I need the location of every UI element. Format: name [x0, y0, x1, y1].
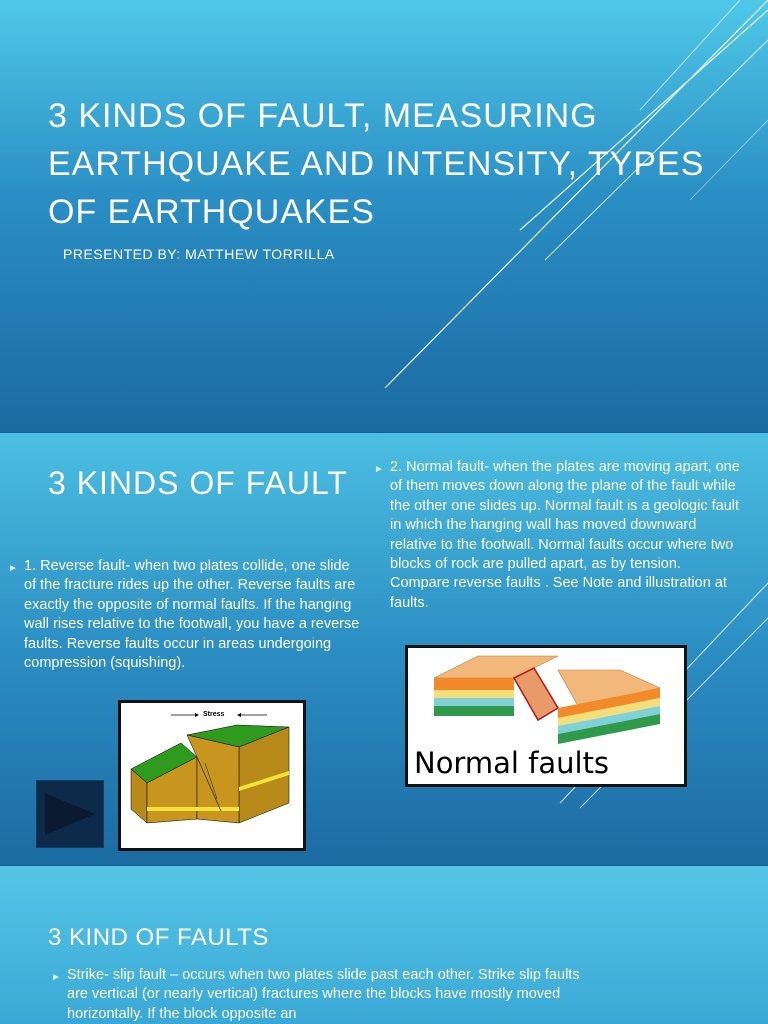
reverse-fault-bullet: [8, 557, 364, 673]
reverse-fault-image: [118, 700, 306, 851]
normal-fault-image: [405, 645, 687, 787]
slide-title: 3 KIND OF FAULTS: [48, 924, 269, 951]
strike-slip-text: Strike- slip fault – occurs when two plates slide past each other. Strike slip faults are vertical (or nearly vertical) fractures where the blocks have mostly moved horizontally. If the block opposite an: [67, 967, 580, 1022]
presentation-title: 3 KINDS OF FAULT, MEASURING EARTHQUAKE AND INTENSITY, TYPES OF EARTHQUAKES: [48, 97, 705, 231]
triangle-bullet-icon: ►: [51, 972, 61, 983]
faults-slide: [0, 433, 768, 865]
triangle-bullet-icon: ►: [8, 563, 18, 574]
normal-faults-label: Normal faults: [414, 746, 610, 780]
normal-fault-bullet: [374, 458, 740, 613]
triangle-bullet-icon: ►: [374, 464, 384, 475]
title-slide: [0, 0, 768, 432]
play-icon: [37, 781, 103, 847]
strike-slip-bullet: [51, 966, 587, 1024]
stress-label: Stress: [203, 711, 225, 718]
normal-fault-text: 2. Normal fault- when the plates are moving apart, one of them moves down along the plane of the fault while the other one slides up. Normal fault is a geologic fault in which the hanging wall has moved downward relative to the footwall. Normal faults occur where two blocks of rock are pulled apart, as by tension. Compare reverse faults . See Note and illustration at faults.: [390, 459, 740, 611]
strike-slip-slide: [0, 866, 768, 1024]
presenter-subtitle: PRESENTED BY: MATTHEW TORRILLA: [63, 246, 335, 262]
slide-title: 3 KINDS OF FAULT: [48, 465, 348, 501]
reverse-fault-diagram: [121, 703, 303, 848]
play-button[interactable]: [36, 780, 104, 848]
reverse-fault-text: 1. Reverse fault- when two plates collide, one slide of the fracture rides up the other. Reverse faults are exactly the opposite of normal faults. If the hanging wall rises relative to the footwall, you have a reverse faults. Reverse faults occur in areas undergoing compression (squishing).: [24, 558, 360, 672]
